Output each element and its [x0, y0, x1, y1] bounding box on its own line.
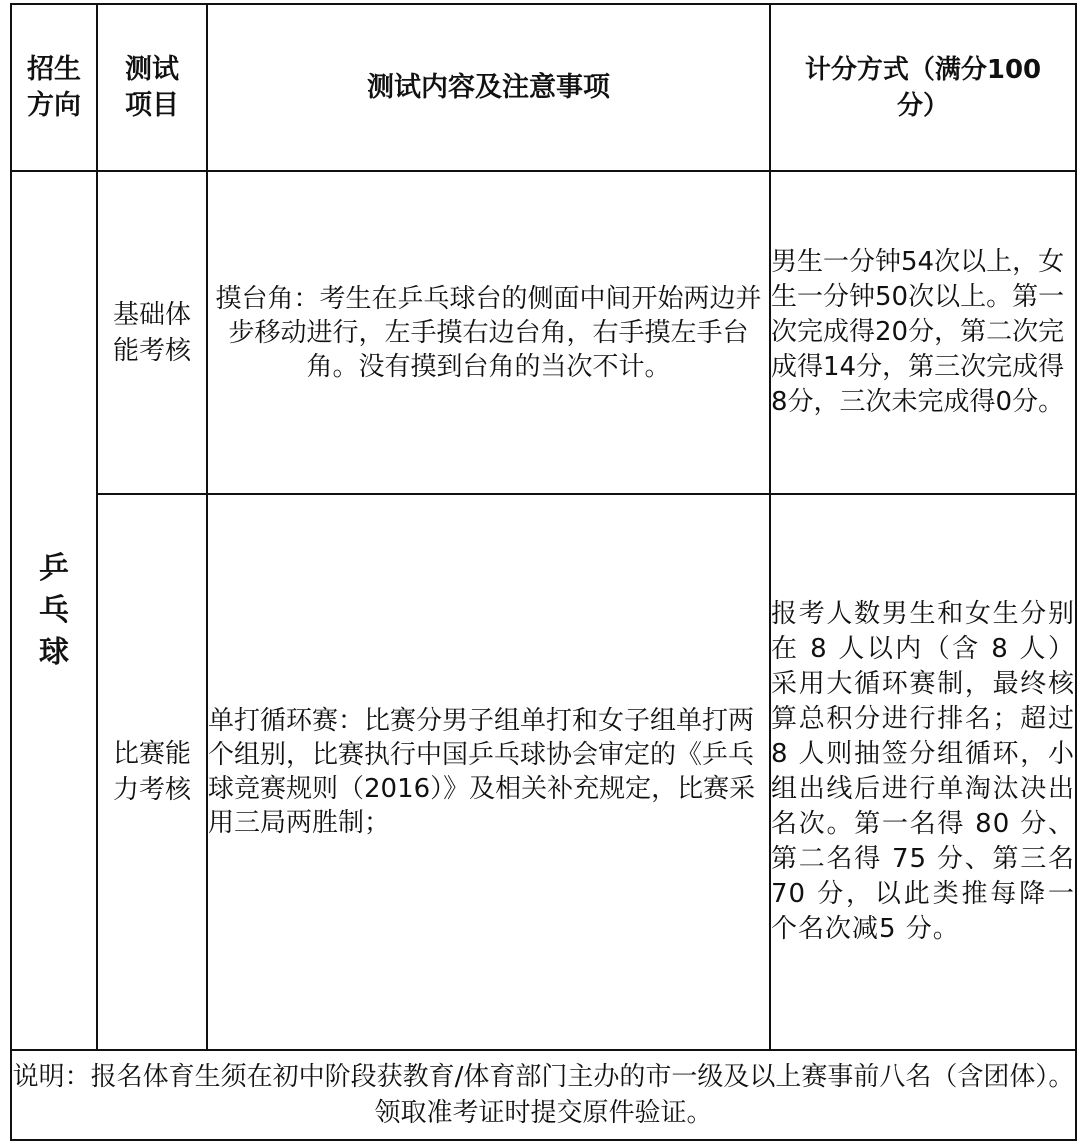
sports-test-table: [10, 3, 1077, 1141]
sport-name: 乒乓球: [39, 550, 69, 670]
note-row: [11, 1050, 1076, 1140]
admission-rules-sheet: [10, 3, 1075, 1139]
sport-name-cell: [11, 171, 97, 1050]
header-item: 测试项目: [97, 4, 207, 171]
table-row: [11, 494, 1076, 1050]
scoring-cell: 报考人数男生和女生分别在 8 人以内（含 8 人）采用大循环赛制，最终核算总积分进行排名；超过 8 人则抽签分组循环，小组出线后进行单淘汰决出名次。第一名得 80 分、第二名得 75 分、第三名 70 分，以此类推每降一个名次减5 分。: [770, 494, 1076, 1050]
test-item-label: 基础体能考核: [112, 299, 191, 366]
test-item-cell: [97, 494, 207, 1050]
header-content: 测试内容及注意事项: [207, 4, 770, 171]
note-text: 说明：报名体育生须在初中阶段获教育/体育部门主办的市一级及以上赛事前八名（含团体）。领取准考证时提交原件验证。: [11, 1050, 1076, 1140]
test-content-cell: 单打循环赛：比赛分男子组单打和女子组单打两个组别，比赛执行中国乒乓球协会审定的《乒乓球竞赛规则（2016）》及相关补充规定，比赛采用三局两胜制；: [207, 494, 770, 1050]
test-item-cell: [97, 171, 207, 494]
test-content-cell: 摸台角：考生在乒乓球台的侧面中间开始两边并步移动进行，左手摸右边台角，右手摸左手台角。没有摸到台角的当次不计。: [207, 171, 770, 494]
scoring-cell: 男生一分钟54次以上，女生一分钟50次以上。第一次完成得20分，第二次完成得14分，第三次完成得8分，三次未完成得0分。: [770, 171, 1076, 494]
test-item-label: 比赛能力考核: [112, 739, 191, 805]
header-score: 计分方式（满分100分）: [770, 4, 1076, 171]
table-header-row: [11, 4, 1076, 171]
header-direction: 招生方向: [11, 4, 97, 171]
table-row: [11, 171, 1076, 494]
